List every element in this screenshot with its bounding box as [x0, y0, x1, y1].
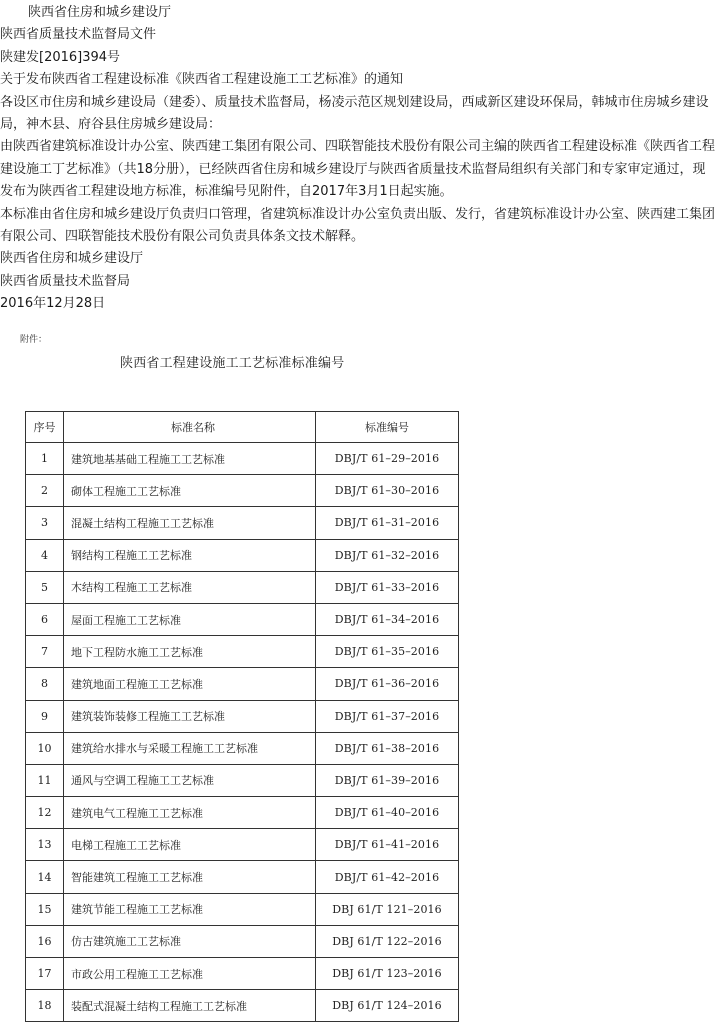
row-code: DBJ/T 61–35–2016: [316, 636, 459, 668]
notice-document: [0, 2, 716, 316]
row-code: DBJ 61/T 123–2016: [316, 958, 459, 990]
table-row: [26, 636, 459, 668]
table-row: [26, 668, 459, 700]
row-name: 建筑地面工程施工工艺标准: [64, 668, 316, 700]
header-name: 标准名称: [64, 412, 316, 443]
issue-date: 2016年12月28日: [0, 296, 106, 312]
row-no: 7: [26, 636, 64, 668]
row-name: 建筑装饰装修工程施工工艺标准: [64, 700, 316, 732]
standards-table: [25, 411, 459, 1022]
table-header-row: [26, 412, 459, 443]
attachment-title: 陕西省工程建设施工工艺标准标准编号: [120, 356, 345, 371]
row-name: 电梯工程施工工艺标准: [64, 829, 316, 861]
row-no: 12: [26, 797, 64, 829]
notice-body-paragraph-1: 由陕西省建筑标准设计办公室、陕西建工集团有限公司、四联智能技术股份有限公司主编的陕西省工程建设标准《陕西省工程建设施工丁艺标准》（共18分册），已经陕西省住房和城乡建设厅与陕西省质量技术监督局组织有关部门和专家审定通过，现发布为陕西省工程建设地方标准，标准编号见附件，自2017年3月1日起实施。: [0, 139, 716, 200]
table-row: [26, 893, 459, 925]
row-name: 仿古建筑施工工艺标准: [64, 925, 316, 957]
row-name: 建筑给水排水与采暖工程施工工艺标准: [64, 732, 316, 764]
row-code: DBJ/T 61–39–2016: [316, 764, 459, 796]
row-name: 建筑电气工程施工工艺标准: [64, 797, 316, 829]
table-row: [26, 797, 459, 829]
row-name: 钢结构工程施工工艺标准: [64, 539, 316, 571]
row-name: 建筑节能工程施工工艺标准: [64, 893, 316, 925]
row-code: DBJ/T 61–29–2016: [316, 443, 459, 475]
row-name: 砌体工程施工工艺标准: [64, 475, 316, 507]
row-code: DBJ/T 61–34–2016: [316, 603, 459, 635]
row-name: 屋面工程施工工艺标准: [64, 603, 316, 635]
row-code: DBJ/T 61–33–2016: [316, 571, 459, 603]
table-body: [26, 443, 459, 1022]
row-no: 5: [26, 571, 64, 603]
document-number: 陕建发[2016]394号: [0, 49, 121, 65]
table-row: [26, 990, 459, 1022]
row-code: DBJ/T 61–37–2016: [316, 700, 459, 732]
row-code: DBJ/T 61–42–2016: [316, 861, 459, 893]
table-row: [26, 539, 459, 571]
row-no: 13: [26, 829, 64, 861]
table-row: [26, 764, 459, 796]
row-no: 1: [26, 443, 64, 475]
table-row: [26, 861, 459, 893]
row-name: 装配式混凝土结构工程施工工艺标准: [64, 990, 316, 1022]
row-name: 混凝土结构工程施工工艺标准: [64, 507, 316, 539]
row-no: 8: [26, 668, 64, 700]
table-row: [26, 571, 459, 603]
row-no: 16: [26, 925, 64, 957]
table-row: [26, 732, 459, 764]
row-no: 14: [26, 861, 64, 893]
row-code: DBJ/T 61–32–2016: [316, 539, 459, 571]
row-name: 木结构工程施工工艺标准: [64, 571, 316, 603]
row-code: DBJ/T 61–31–2016: [316, 507, 459, 539]
table-row: [26, 603, 459, 635]
row-no: 18: [26, 990, 64, 1022]
row-name: 建筑地基基础工程施工工艺标准: [64, 443, 316, 475]
row-code: DBJ/T 61–30–2016: [316, 475, 459, 507]
table-row: [26, 475, 459, 507]
row-no: 3: [26, 507, 64, 539]
signature-issuer-2: 陕西省质量技术监督局: [0, 273, 131, 289]
row-code: DBJ/T 61–38–2016: [316, 732, 459, 764]
row-no: 6: [26, 603, 64, 635]
issuer-line-2: 陕西省质量技术监督局文件: [0, 27, 157, 43]
signature-issuer-1: 陕西省住房和城乡建设厅: [0, 251, 144, 267]
row-no: 4: [26, 539, 64, 571]
table-row: [26, 507, 459, 539]
row-code: DBJ 61/T 124–2016: [316, 990, 459, 1022]
notice-addressees: 各设区市住房和城乡建设局（建委）、质量技术监督局，杨凌示范区规划建设局，西咸新区建设环保局，韩城市住房城乡建设局，神木县、府谷县住房城乡建设局：: [0, 94, 709, 133]
notice-subject: 关于发布陕西省工程建设标准《陕西省工程建设施工工艺标准》的通知: [0, 72, 404, 88]
table-row: [26, 700, 459, 732]
notice-body-paragraph-2: 本标准由省住房和城乡建设厅负责归口管理，省建筑标准设计办公室负责出版、发行，省建筑标准设计办公室、陕西建工集团有限公司、四联智能技术股份有限公司负责具体条文技术解释。: [0, 206, 716, 245]
attachment-label: 附件：: [20, 335, 48, 345]
row-name: 通风与空调工程施工工艺标准: [64, 764, 316, 796]
issuer-line: 陕西省住房和城乡建设厅: [28, 5, 172, 20]
table-row: [26, 958, 459, 990]
table-row: [26, 443, 459, 475]
row-no: 11: [26, 764, 64, 796]
row-no: 2: [26, 475, 64, 507]
row-no: 15: [26, 893, 64, 925]
row-name: 地下工程防水施工工艺标准: [64, 636, 316, 668]
table-row: [26, 829, 459, 861]
table-row: [26, 925, 459, 957]
row-code: DBJ 61/T 121–2016: [316, 893, 459, 925]
row-code: DBJ/T 61–41–2016: [316, 829, 459, 861]
header-no: 序号: [26, 412, 64, 443]
row-code: DBJ/T 61–40–2016: [316, 797, 459, 829]
row-no: 9: [26, 700, 64, 732]
row-name: 智能建筑工程施工工艺标准: [64, 861, 316, 893]
row-code: DBJ/T 61–36–2016: [316, 668, 459, 700]
row-code: DBJ 61/T 122–2016: [316, 925, 459, 957]
row-name: 市政公用工程施工工艺标准: [64, 958, 316, 990]
row-no: 17: [26, 958, 64, 990]
row-no: 10: [26, 732, 64, 764]
header-code: 标准编号: [316, 412, 459, 443]
